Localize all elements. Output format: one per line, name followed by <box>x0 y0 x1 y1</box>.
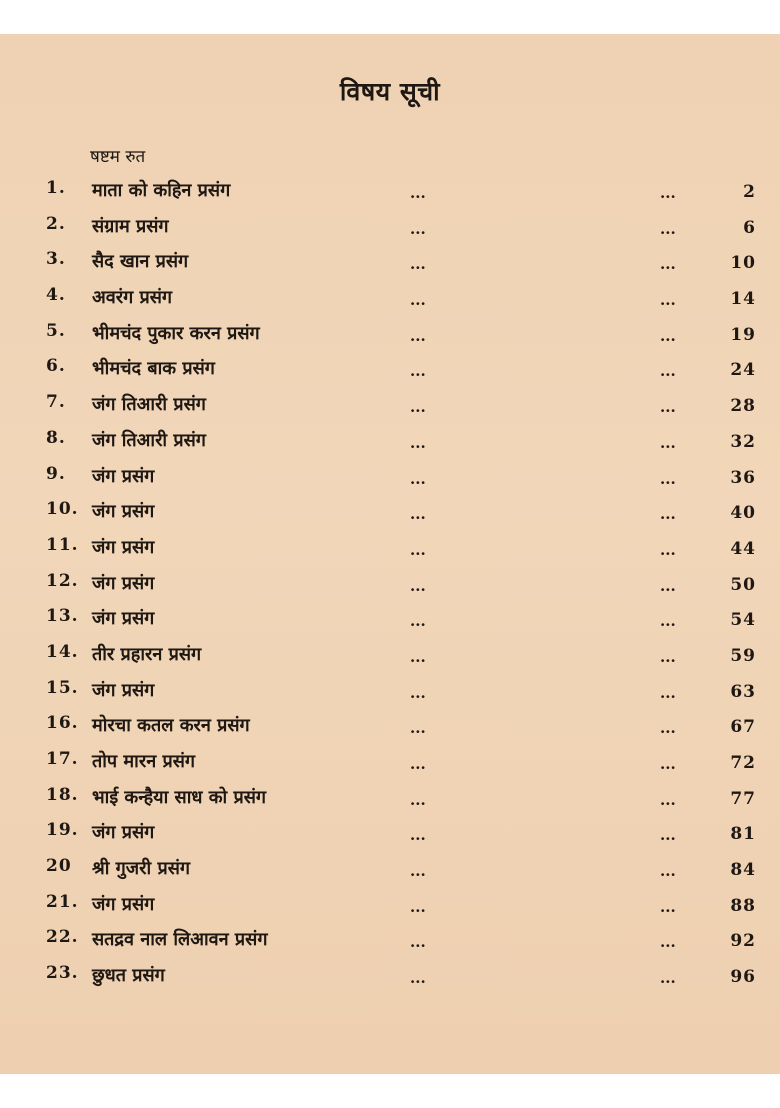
toc-entry <box>0 317 780 353</box>
entry-title: माता को कहिन प्रसंग <box>92 180 231 201</box>
toc-entry <box>0 460 780 496</box>
toc-entry <box>0 888 780 924</box>
leader-dots: ... <box>660 683 676 702</box>
entry-title: छुधत प्रसंग <box>92 965 165 987</box>
entry-title: भाई कन्हैया साध को प्रसंग <box>92 786 267 808</box>
leader-dots: ... <box>660 790 676 809</box>
toc-entry <box>0 245 780 281</box>
entry-number: 23. <box>46 963 79 984</box>
page-title: विषय सूची <box>339 77 441 106</box>
entry-number: 10. <box>46 499 79 520</box>
entry-title: श्री गुजरी प्रसंग <box>92 858 190 880</box>
toc-entry <box>0 567 780 603</box>
entry-page-number: 28 <box>730 396 756 417</box>
entry-page-number: 10 <box>730 253 756 274</box>
toc-entry <box>0 281 780 317</box>
entry-title: जंग प्रसंग <box>92 501 155 523</box>
entry-number: 5. <box>46 320 66 341</box>
entry-number: 22. <box>46 927 79 948</box>
toc-entry <box>0 602 780 638</box>
leader-dots: ... <box>410 433 426 452</box>
leader-dots: ... <box>410 897 426 916</box>
leader-dots: ... <box>660 826 676 845</box>
entry-number: 11. <box>46 534 79 555</box>
entry-page-number: 24 <box>730 360 756 381</box>
entry-title: जंग प्रसंग <box>92 679 155 701</box>
entry-page-number: 44 <box>730 538 756 559</box>
leader-dots: ... <box>410 255 426 274</box>
leader-dots: ... <box>660 612 676 631</box>
entry-title: तोप मारन प्रसंग <box>92 751 196 772</box>
entry-page-number: 77 <box>730 788 756 809</box>
entry-title: अवरंग प्रसंग <box>92 287 173 309</box>
entry-number: 3. <box>46 249 66 270</box>
leader-dots: ... <box>410 683 426 702</box>
entry-number: 19. <box>46 820 79 841</box>
leader-dots: ... <box>410 647 426 666</box>
leader-dots: ... <box>410 184 426 202</box>
leader-dots: ... <box>410 505 426 524</box>
toc-entry <box>0 674 780 710</box>
toc-entry <box>0 959 780 995</box>
book-page <box>0 34 780 1074</box>
entry-number: 2. <box>46 213 66 234</box>
toc-entry <box>0 816 780 852</box>
entry-page-number: 36 <box>730 467 756 488</box>
entry-title: जंग प्रसंग <box>92 465 155 487</box>
leader-dots: ... <box>660 433 676 452</box>
toc-entry <box>0 781 780 817</box>
entry-page-number: 32 <box>730 431 756 452</box>
leader-dots: ... <box>410 469 426 488</box>
leader-dots: ... <box>660 255 676 274</box>
leader-dots: ... <box>410 398 426 417</box>
entry-number: 4. <box>46 285 66 306</box>
leader-dots: ... <box>660 755 676 773</box>
entry-page-number: 84 <box>730 860 756 881</box>
toc-entry <box>0 923 780 959</box>
leader-dots: ... <box>410 862 426 881</box>
toc-entry <box>0 210 780 246</box>
entry-page-number: 50 <box>730 574 756 595</box>
leader-dots: ... <box>410 969 426 988</box>
entry-page-number: 72 <box>730 753 756 773</box>
leader-dots: ... <box>660 897 676 916</box>
leader-dots: ... <box>660 291 676 310</box>
leader-dots: ... <box>410 933 426 952</box>
entry-page-number: 92 <box>730 931 756 952</box>
toc-entry <box>0 174 780 210</box>
entry-page-number: 81 <box>730 824 756 845</box>
leader-dots: ... <box>660 362 676 381</box>
table-of-contents <box>0 174 780 995</box>
leader-dots: ... <box>410 540 426 559</box>
toc-entry <box>0 638 780 674</box>
leader-dots: ... <box>660 184 676 202</box>
leader-dots: ... <box>410 576 426 595</box>
entry-title: जंग प्रसंग <box>92 608 155 630</box>
toc-entry <box>0 709 780 745</box>
entry-page-number: 2 <box>743 182 756 202</box>
leader-dots: ... <box>660 719 676 738</box>
toc-entry <box>0 352 780 388</box>
toc-entry <box>0 388 780 424</box>
leader-dots: ... <box>660 647 676 666</box>
leader-dots: ... <box>660 398 676 417</box>
entry-number: 20 <box>46 856 72 877</box>
leader-dots: ... <box>410 826 426 845</box>
entry-title: भीमचंद पुकार करन प्रसंग <box>92 322 260 344</box>
entry-title: सतद्रव नाल लिआवन प्रसंग <box>92 929 268 951</box>
toc-entry <box>0 424 780 460</box>
entry-number: 8. <box>46 427 66 448</box>
toc-entry <box>0 495 780 531</box>
entry-number: 7. <box>46 392 66 413</box>
leader-dots: ... <box>660 326 676 345</box>
entry-title: संग्राम प्रसंग <box>92 215 169 237</box>
entry-page-number: 88 <box>730 895 756 916</box>
entry-title: जंग प्रसंग <box>92 536 155 558</box>
toc-entry <box>0 745 780 781</box>
entry-title: मोरचा कतल करन प्रसंग <box>92 715 250 737</box>
entry-title: सैद खान प्रसंग <box>92 251 189 273</box>
entry-title: जंग तिआरी प्रसंग <box>92 394 206 416</box>
entry-title: जंग तिआरी प्रसंग <box>92 429 206 451</box>
toc-entry <box>0 531 780 567</box>
entry-number: 1. <box>46 178 66 198</box>
leader-dots: ... <box>410 362 426 381</box>
leader-dots: ... <box>410 612 426 631</box>
leader-dots: ... <box>660 219 676 238</box>
entry-number: 16. <box>46 713 79 734</box>
leader-dots: ... <box>660 933 676 952</box>
entry-number: 15. <box>46 677 79 698</box>
entry-page-number: 59 <box>730 645 756 666</box>
entry-title: जंग प्रसंग <box>92 572 155 594</box>
leader-dots: ... <box>660 505 676 524</box>
leader-dots: ... <box>660 862 676 881</box>
leader-dots: ... <box>660 469 676 488</box>
section-heading: षष्टम रुत <box>90 147 146 167</box>
leader-dots: ... <box>660 540 676 559</box>
entry-page-number: 54 <box>730 610 756 631</box>
entry-title: तीर प्रहारन प्रसंग <box>92 643 202 665</box>
entry-number: 13. <box>46 606 79 627</box>
entry-page-number: 19 <box>730 324 756 345</box>
toc-entry <box>0 852 780 888</box>
entry-page-number: 14 <box>730 289 756 310</box>
leader-dots: ... <box>410 219 426 238</box>
entry-number: 12. <box>46 570 79 591</box>
leader-dots: ... <box>410 326 426 345</box>
entry-title: भीमचंद बाक प्रसंग <box>92 358 215 380</box>
entry-number: 18. <box>46 784 79 805</box>
entry-page-number: 63 <box>730 681 756 702</box>
entry-page-number: 96 <box>730 967 756 988</box>
leader-dots: ... <box>410 719 426 738</box>
entry-title: जंग प्रसंग <box>92 893 155 915</box>
entry-title: जंग प्रसंग <box>92 822 155 844</box>
entry-number: 17. <box>46 749 79 769</box>
leader-dots: ... <box>410 291 426 310</box>
entry-page-number: 67 <box>730 717 756 738</box>
entry-page-number: 6 <box>743 217 756 238</box>
entry-number: 14. <box>46 641 79 662</box>
entry-number: 21. <box>46 891 79 912</box>
leader-dots: ... <box>410 790 426 809</box>
entry-number: 6. <box>46 356 66 377</box>
leader-dots: ... <box>660 969 676 988</box>
leader-dots: ... <box>660 576 676 595</box>
entry-page-number: 40 <box>730 503 756 524</box>
leader-dots: ... <box>410 755 426 773</box>
entry-number: 9. <box>46 463 66 484</box>
